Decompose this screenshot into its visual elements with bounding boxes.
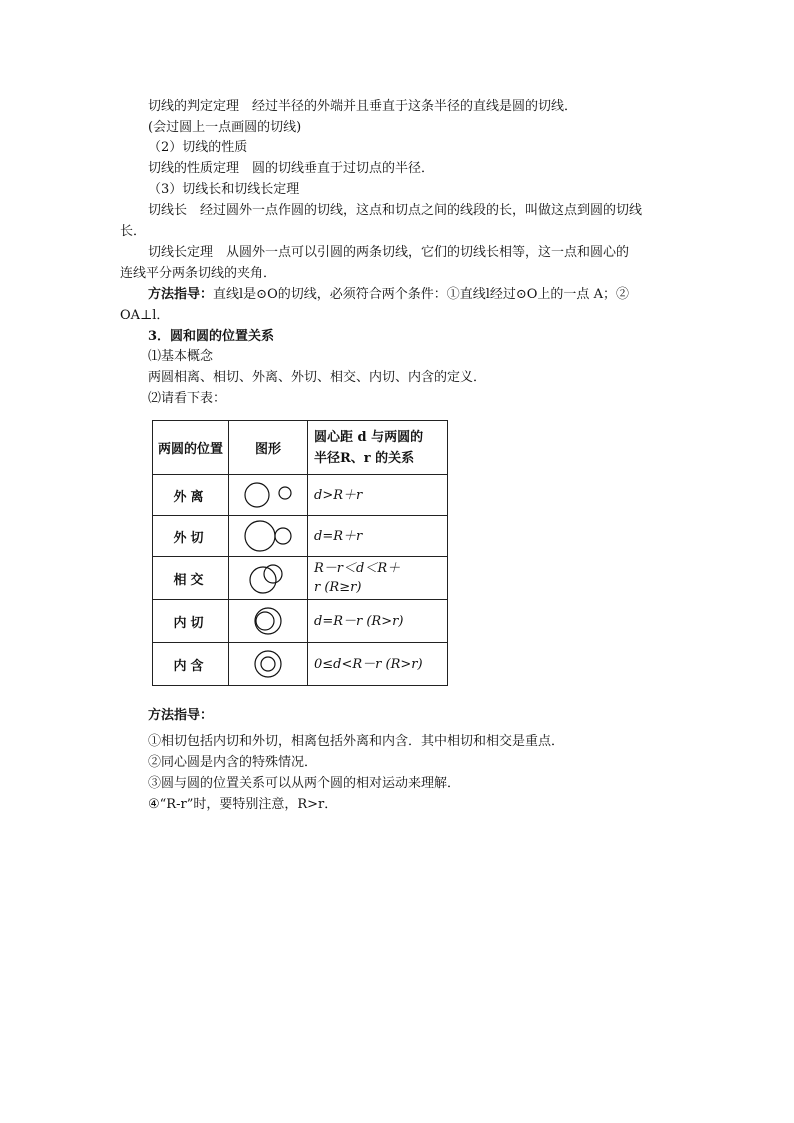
row-position: 相交 bbox=[153, 557, 229, 600]
guidance-item-1: ①相切包括内切和外切，相离包括外离和内含．其中相切和相交是重点． bbox=[148, 734, 565, 749]
tangent-method-line1 bbox=[148, 287, 629, 303]
tangent-drawing-skill: (会过圆上一点画圆的切线) bbox=[148, 120, 302, 135]
tangent-property-heading: （2）切线的性质 bbox=[148, 140, 248, 155]
row-relation: d=R－r (R>r) bbox=[308, 600, 448, 643]
row-position: 外切 bbox=[153, 516, 229, 557]
row-relation: 0≤d<R－r (R>r) bbox=[308, 643, 448, 686]
tangent-judgement-theorem: 切线的判定定理 经过半径的外端并且垂直于这条半径的直线是圆的切线． bbox=[148, 99, 578, 114]
separate-externally-figure bbox=[229, 475, 308, 516]
circle-relation-table bbox=[152, 420, 448, 686]
basic-concept-text: 两圆相离、相切、外离、外切、相交、内切、内含的定义． bbox=[148, 370, 487, 385]
table-row bbox=[153, 557, 448, 600]
row-relation-line2: r (R≥r) bbox=[314, 580, 362, 595]
guidance-item-2: ②同心圆是内含的特殊情况． bbox=[148, 755, 318, 770]
table-row bbox=[153, 643, 448, 686]
row-relation: d>R＋r bbox=[308, 475, 448, 516]
method-label: 方法指导： bbox=[148, 287, 214, 302]
header-relation-line2: 半径R、r 的关系 bbox=[314, 450, 415, 466]
tangent-length-theorem-line1: 切线长定理 从圆外一点可以引圆的两条切线，它们的切线长相等，这一点和圆心的 bbox=[148, 245, 630, 260]
guidance-item-3: ③圆与圆的位置关系可以从两个圆的相对运动来理解． bbox=[148, 776, 461, 791]
header-relation bbox=[308, 421, 448, 475]
header-relation-line1: 圆心距 d 与两圆的 bbox=[314, 429, 424, 445]
table-header-row bbox=[153, 421, 448, 475]
tangent-internally-figure bbox=[229, 600, 308, 643]
row-relation bbox=[308, 557, 448, 600]
tangent-property-theorem: 切线的性质定理 圆的切线垂直于过切点的半径． bbox=[148, 161, 435, 176]
row-relation: d=R＋r bbox=[308, 516, 448, 557]
header-position: 两圆的位置 bbox=[153, 421, 229, 475]
guidance-label: 方法指导： bbox=[148, 708, 214, 723]
tangent-length-heading: （3）切线长和切线长定理 bbox=[148, 182, 300, 197]
contained-figure bbox=[229, 643, 308, 686]
row-position: 内含 bbox=[153, 643, 229, 686]
table-row bbox=[153, 600, 448, 643]
header-figure: 图形 bbox=[229, 421, 308, 475]
tangent-externally-figure bbox=[229, 516, 308, 557]
see-table-text: ⑵请看下表： bbox=[148, 391, 227, 406]
row-position: 外离 bbox=[153, 475, 229, 516]
guidance-item-4: ④“R-r”时，要特别注意，R>r． bbox=[148, 797, 338, 812]
tangent-length-definition-line2: 长． bbox=[120, 224, 147, 239]
row-position: 内切 bbox=[153, 600, 229, 643]
row-relation-line1: R－r＜d＜R＋ bbox=[314, 561, 401, 576]
tangent-length-theorem-line2: 连线平分两条切线的夹角． bbox=[120, 266, 277, 281]
basic-concept-heading: ⑴基本概念 bbox=[148, 349, 214, 364]
tangent-method-line2: OA⊥l． bbox=[120, 308, 170, 323]
tangent-length-definition-line1: 切线长 经过圆外一点作圆的切线，这点和切点之间的线段的长，叫做这点到圆的切线 bbox=[148, 203, 643, 218]
method-text: 直线l是⊙O的切线，必须符合两个条件：①直线l经过⊙O上的一点 A；② bbox=[213, 287, 629, 302]
table-row bbox=[153, 516, 448, 557]
circles-section-heading: 3．圆和圆的位置关系 bbox=[148, 329, 275, 344]
table-row bbox=[153, 475, 448, 516]
intersecting-figure bbox=[229, 557, 308, 600]
